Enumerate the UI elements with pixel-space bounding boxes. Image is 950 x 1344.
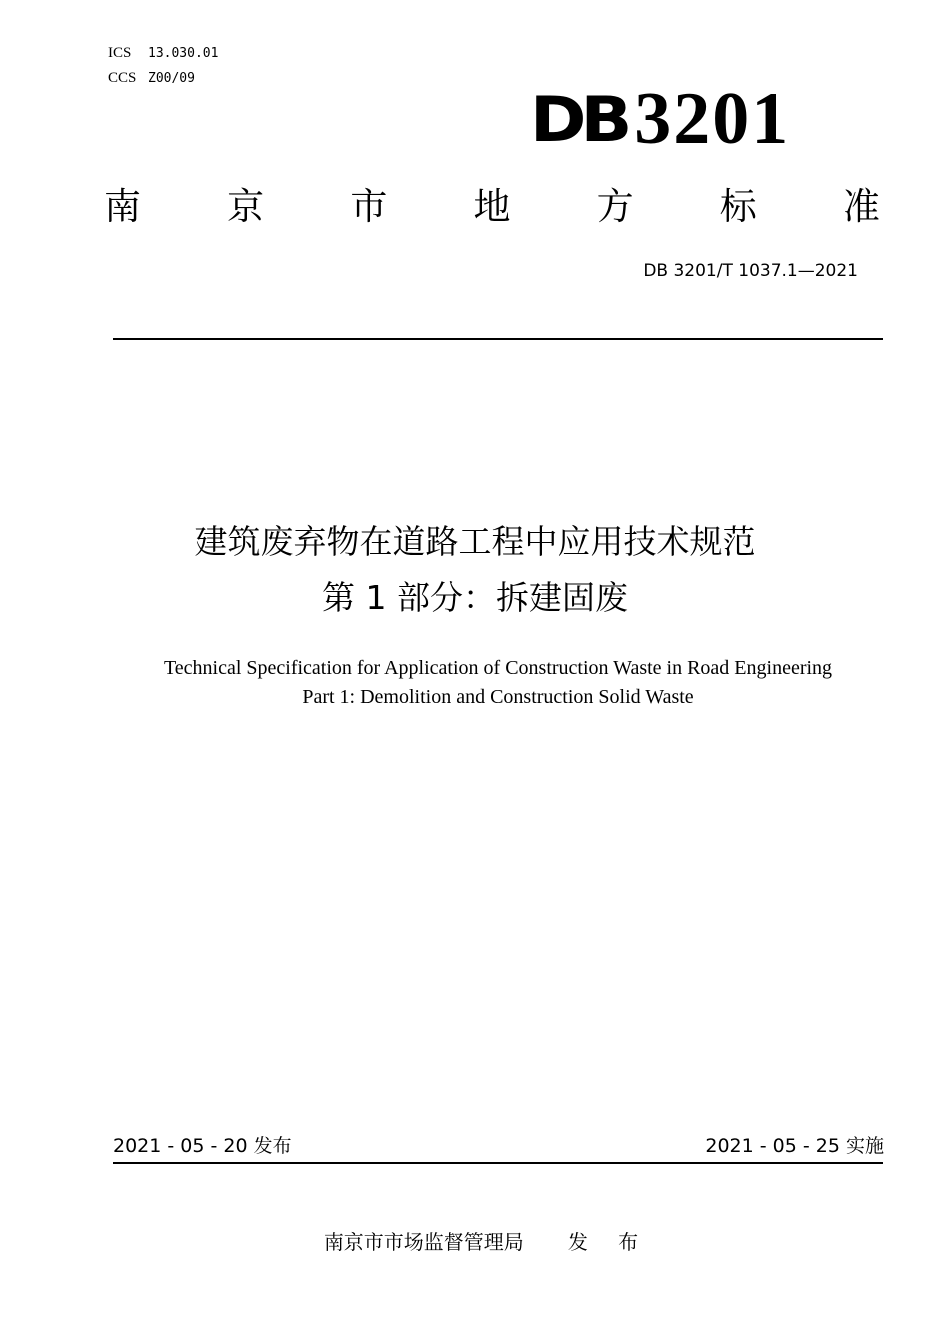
- standard-kind-char: 准: [842, 185, 880, 228]
- db-logo-code: 3201: [634, 78, 791, 160]
- title-en-line2: Part 1: Demolition and Construction Solid Waste: [302, 686, 694, 708]
- title-zh-line1: 建筑废弃物在道路工程中应用技术规范: [194, 522, 756, 561]
- db-logo-letters: DB: [530, 84, 627, 157]
- standard-kind-char: 市: [350, 185, 388, 228]
- ics-label: ICS: [108, 45, 132, 61]
- footer-divider: [113, 1162, 883, 1164]
- issuer-action: 发 布: [567, 1230, 651, 1254]
- implement-date: 2021 - 05 - 25 实施: [705, 1135, 884, 1157]
- ics-code: [108, 44, 218, 63]
- issuer: [0, 1228, 950, 1256]
- db-logo: [530, 78, 791, 160]
- title-en-line1: Technical Specification for Application of Construction Waste in Road Engineering: [163, 657, 833, 679]
- standard-kind-char: 地: [473, 185, 511, 228]
- standard-number: DB 3201/T 1037.1—2021: [643, 261, 858, 281]
- ccs-code: [108, 69, 195, 88]
- header-divider: [113, 338, 883, 340]
- ics-value: 13.030.01: [148, 46, 219, 61]
- standard-kind-char: 方: [596, 185, 634, 228]
- standard-kind-char: 南: [104, 185, 141, 228]
- title-zh-line2: 第 1 部分：拆建固废: [322, 578, 628, 617]
- ccs-value: Z00/09: [148, 71, 195, 86]
- standard-kind-char: 标: [719, 185, 757, 228]
- issuer-name: 南京市市场监督管理局: [323, 1230, 524, 1254]
- ccs-label: CCS: [108, 70, 137, 86]
- standard-kind-heading: [104, 184, 880, 230]
- standard-kind-char: 京: [227, 185, 265, 228]
- issue-date: 2021 - 05 - 20 发布: [113, 1135, 292, 1157]
